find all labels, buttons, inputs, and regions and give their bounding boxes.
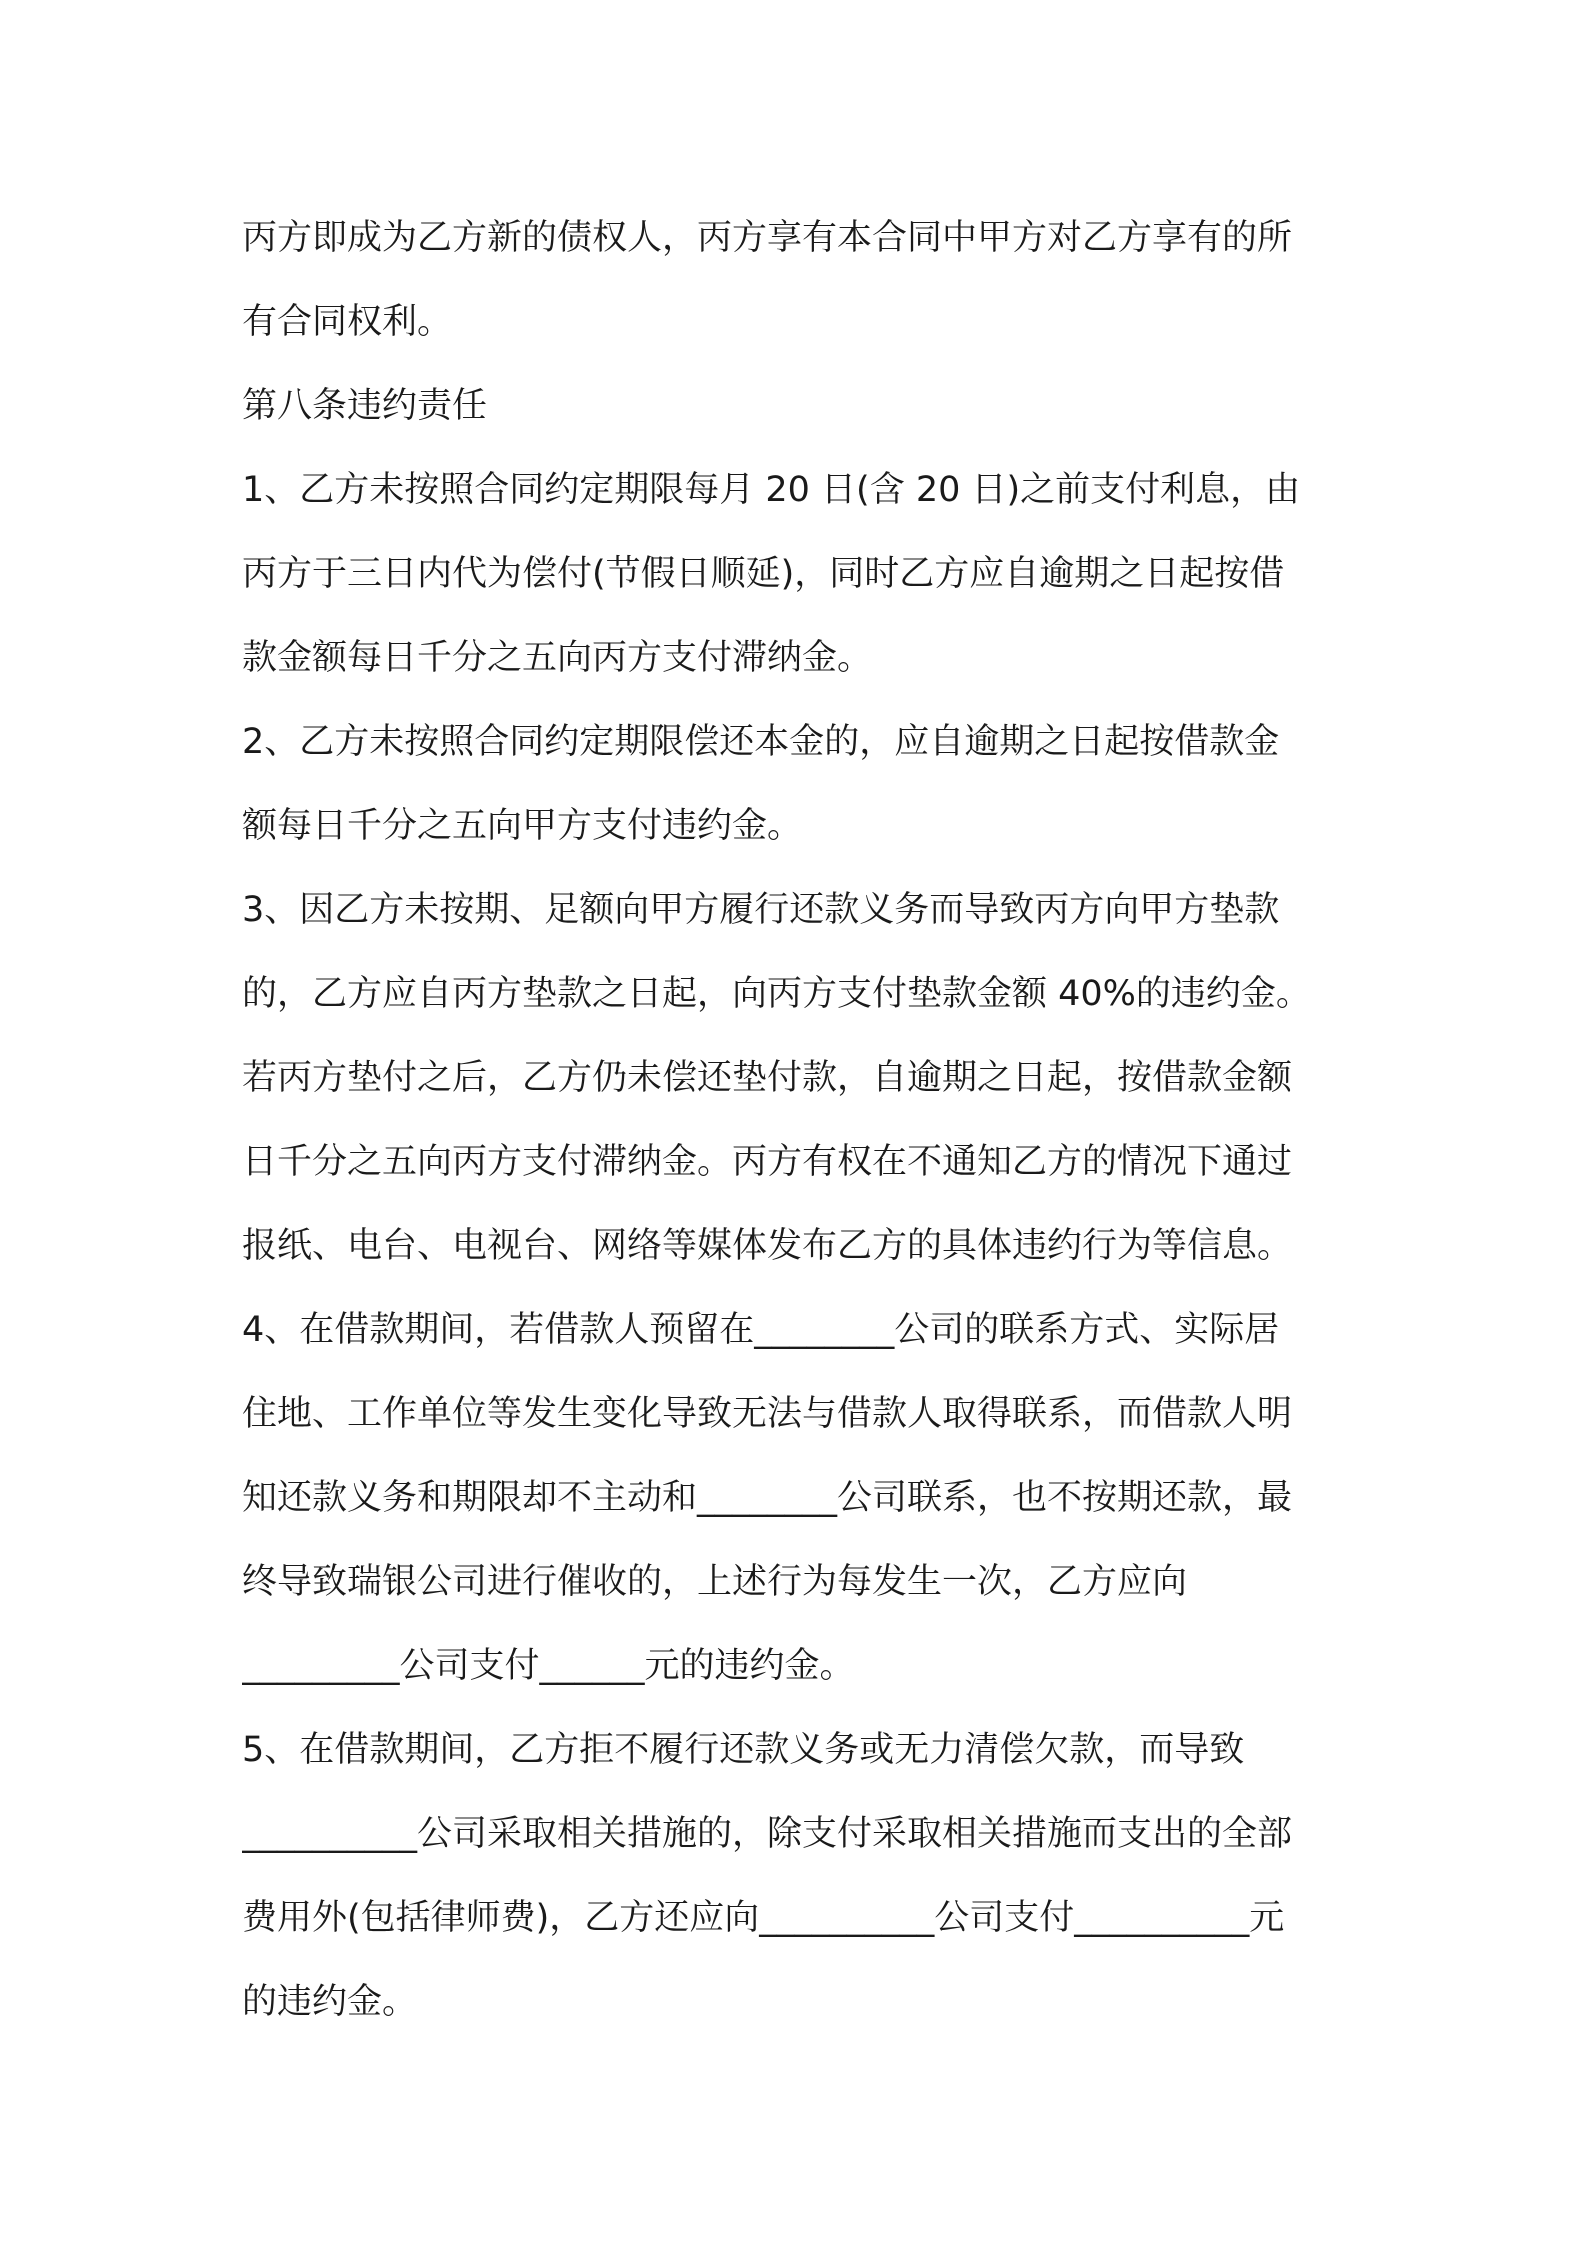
text-line: 日千分之五向丙方支付滞纳金。丙方有权在不通知乙方的情况下通过 (242, 1142, 1293, 1182)
document-body (242, 196, 1357, 2044)
text-line: 住地、工作单位等发生变化导致无法与借款人取得联系，而借款人明 (242, 1394, 1293, 1434)
text-line: 知还款义务和期限却不主动和________公司联系，也不按期还款，最 (242, 1478, 1293, 1518)
text-line: 丙方于三日内代为偿付(节假日顺延)，同时乙方应自逾期之日起按借 (242, 554, 1285, 594)
text-line: 的，乙方应自丙方垫款之日起，向丙方支付垫款金额 40%的违约金。 (242, 974, 1311, 1014)
text-line: 报纸、电台、电视台、网络等媒体发布乙方的具体违约行为等信息。 (242, 1226, 1293, 1266)
text-line: 费用外(包括律师费)，乙方还应向__________公司支付__________元 (242, 1898, 1285, 1938)
text-line: __________公司采取相关措施的，除支付采取相关措施而支出的全部 (242, 1814, 1293, 1854)
text-line: 丙方即成为乙方新的债权人，丙方享有本合同中甲方对乙方享有的所 (242, 218, 1293, 258)
text-line: 5、在借款期间，乙方拒不履行还款义务或无力清偿欠款，而导致 (242, 1730, 1245, 1770)
text-line: _________公司支付______元的违约金。 (242, 1646, 855, 1686)
text-line: 2、乙方未按照合同约定期限偿还本金的，应自逾期之日起按借款金 (242, 722, 1280, 762)
text-line: 3、因乙方未按期、足额向甲方履行还款义务而导致丙方向甲方垫款 (242, 890, 1280, 930)
text-line: 款金额每日千分之五向丙方支付滞纳金。 (242, 638, 873, 678)
text-line: 有合同权利。 (242, 302, 453, 342)
text-line: 额每日千分之五向甲方支付违约金。 (242, 806, 803, 846)
text-line: 的违约金。 (242, 1982, 418, 2022)
text-line: 终导致瑞银公司进行催收的，上述行为每发生一次，乙方应向 (242, 1562, 1188, 1602)
text-line: 若丙方垫付之后，乙方仍未偿还垫付款，自逾期之日起，按借款金额 (242, 1058, 1293, 1098)
text-line: 4、在借款期间，若借款人预留在________公司的联系方式、实际居 (242, 1310, 1280, 1350)
text-line: 1、乙方未按照合同约定期限每月 20 日(含 20 日)之前支付利息，由 (242, 470, 1301, 510)
section-heading: 第八条违约责任 (242, 386, 488, 426)
